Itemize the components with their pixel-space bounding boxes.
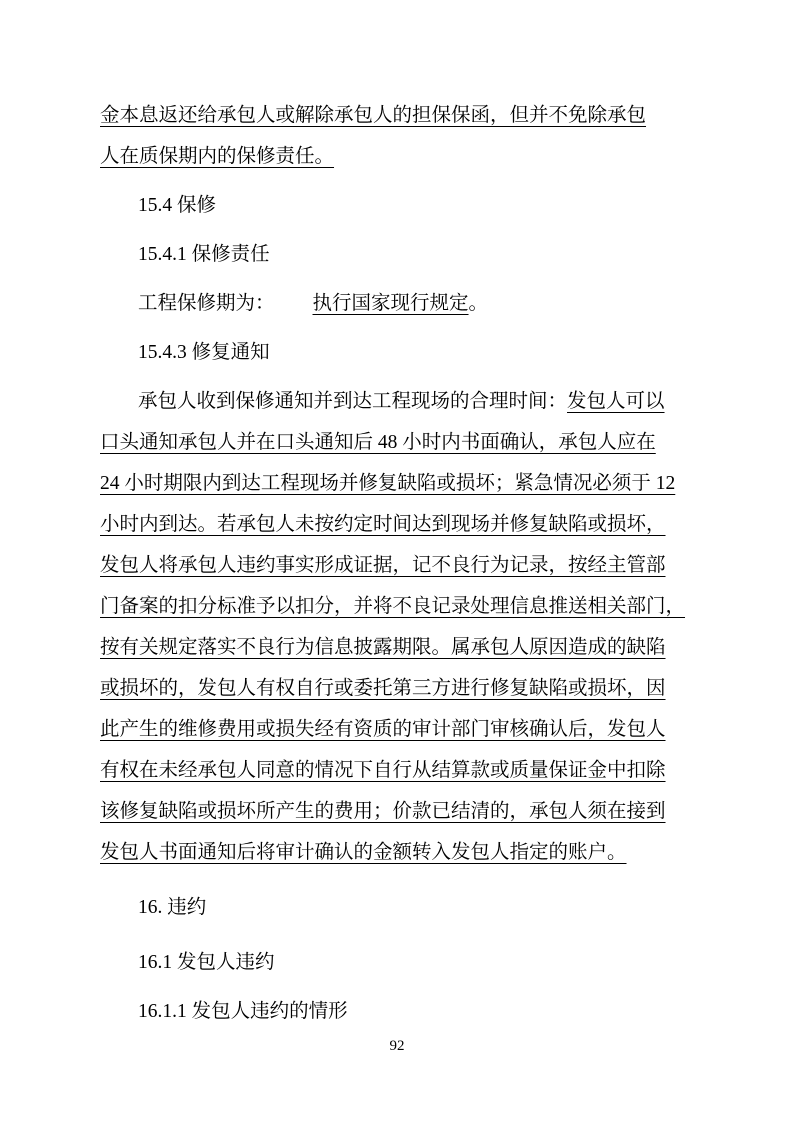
- warranty-period-value: 执行国家现行规定: [312, 293, 469, 314]
- repair-notice-underline-5: 发包人将承包人违约事实形成证据，记不良行为记录，按经主管部: [100, 555, 666, 576]
- repair-notice-underline-4: 小时内到达。若承包人未按约定时间达到现场并修复缺陷或损坏，: [100, 514, 666, 535]
- warranty-period-line: [100, 283, 694, 324]
- spacer: [100, 226, 694, 234]
- continued-paragraph-line-1: 金本息返还给承包人或解除承包人的担保保函，但并不免除承包: [100, 105, 647, 126]
- warranty-period-suffix: 。: [468, 293, 489, 314]
- repair-notice-lead: 承包人收到保修通知并到达工程现场的合理时间：: [138, 391, 568, 412]
- repair-notice-underline-7: 按有关规定落实不良行为信息披露期限。属承包人原因造成的缺陷: [100, 637, 666, 658]
- spacer: [100, 983, 694, 991]
- repair-notice-underline-11: 该修复缺陷或损坏所产生的费用；价款已结清的，承包人须在接到: [100, 801, 666, 822]
- spacer: [100, 373, 694, 381]
- repair-notice-underline-3: 24 小时期限内到达工程现场并修复缺陷或损坏；紧急情况必须于 12: [100, 473, 676, 494]
- warranty-period-label: 工程保修期为：: [138, 293, 275, 314]
- repair-notice-underline-6: 门备案的扣分标准予以扣分，并将不良记录处理信息推送相关部门，: [100, 596, 686, 617]
- heading-16-1-1: 16.1.1 发包人违约的情形: [138, 1001, 348, 1022]
- document-body: [100, 95, 694, 1032]
- repair-notice-paragraph: [100, 381, 694, 873]
- heading-15-4: 15.4 保修: [138, 195, 217, 216]
- spacer: [100, 275, 694, 283]
- repair-notice-lead-line: [100, 381, 694, 422]
- continued-paragraph-line-2: 人在质保期内的保修责任。: [100, 146, 335, 167]
- spacer: [100, 324, 694, 332]
- repair-notice-underline-10: 有权在未经承包人同意的情况下自行从结算款或质量保证金中扣除: [100, 760, 666, 781]
- heading-16-breach: 16. 违约: [138, 897, 207, 918]
- continued-paragraph: [100, 95, 694, 177]
- heading-16-1: 16.1 发包人违约: [138, 952, 275, 973]
- page-number: 92: [389, 1038, 405, 1054]
- heading-15-4-3: 15.4.3 修复通知: [138, 342, 270, 363]
- repair-notice-underline-9: 此产生的维修费用或损失经有资质的审计部门审核确认后，发包人: [100, 719, 666, 740]
- spacer: [100, 928, 694, 942]
- heading-15-4-1: 15.4.1 保修责任: [138, 244, 270, 265]
- repair-notice-underline-12: 发包人书面通知后将审计确认的金额转入发包人指定的账户。: [100, 842, 627, 863]
- repair-notice-underline-1: 发包人可以: [567, 391, 665, 412]
- spacer: [100, 873, 694, 887]
- repair-notice-underline-2: 口头通知承包人并在口头通知后 48 小时内书面确认，承包人应在: [100, 432, 656, 453]
- repair-notice-underline-8: 或损坏的，发包人有权自行或委托第三方进行修复缺陷或损坏，因: [100, 678, 666, 699]
- spacer: [100, 177, 694, 185]
